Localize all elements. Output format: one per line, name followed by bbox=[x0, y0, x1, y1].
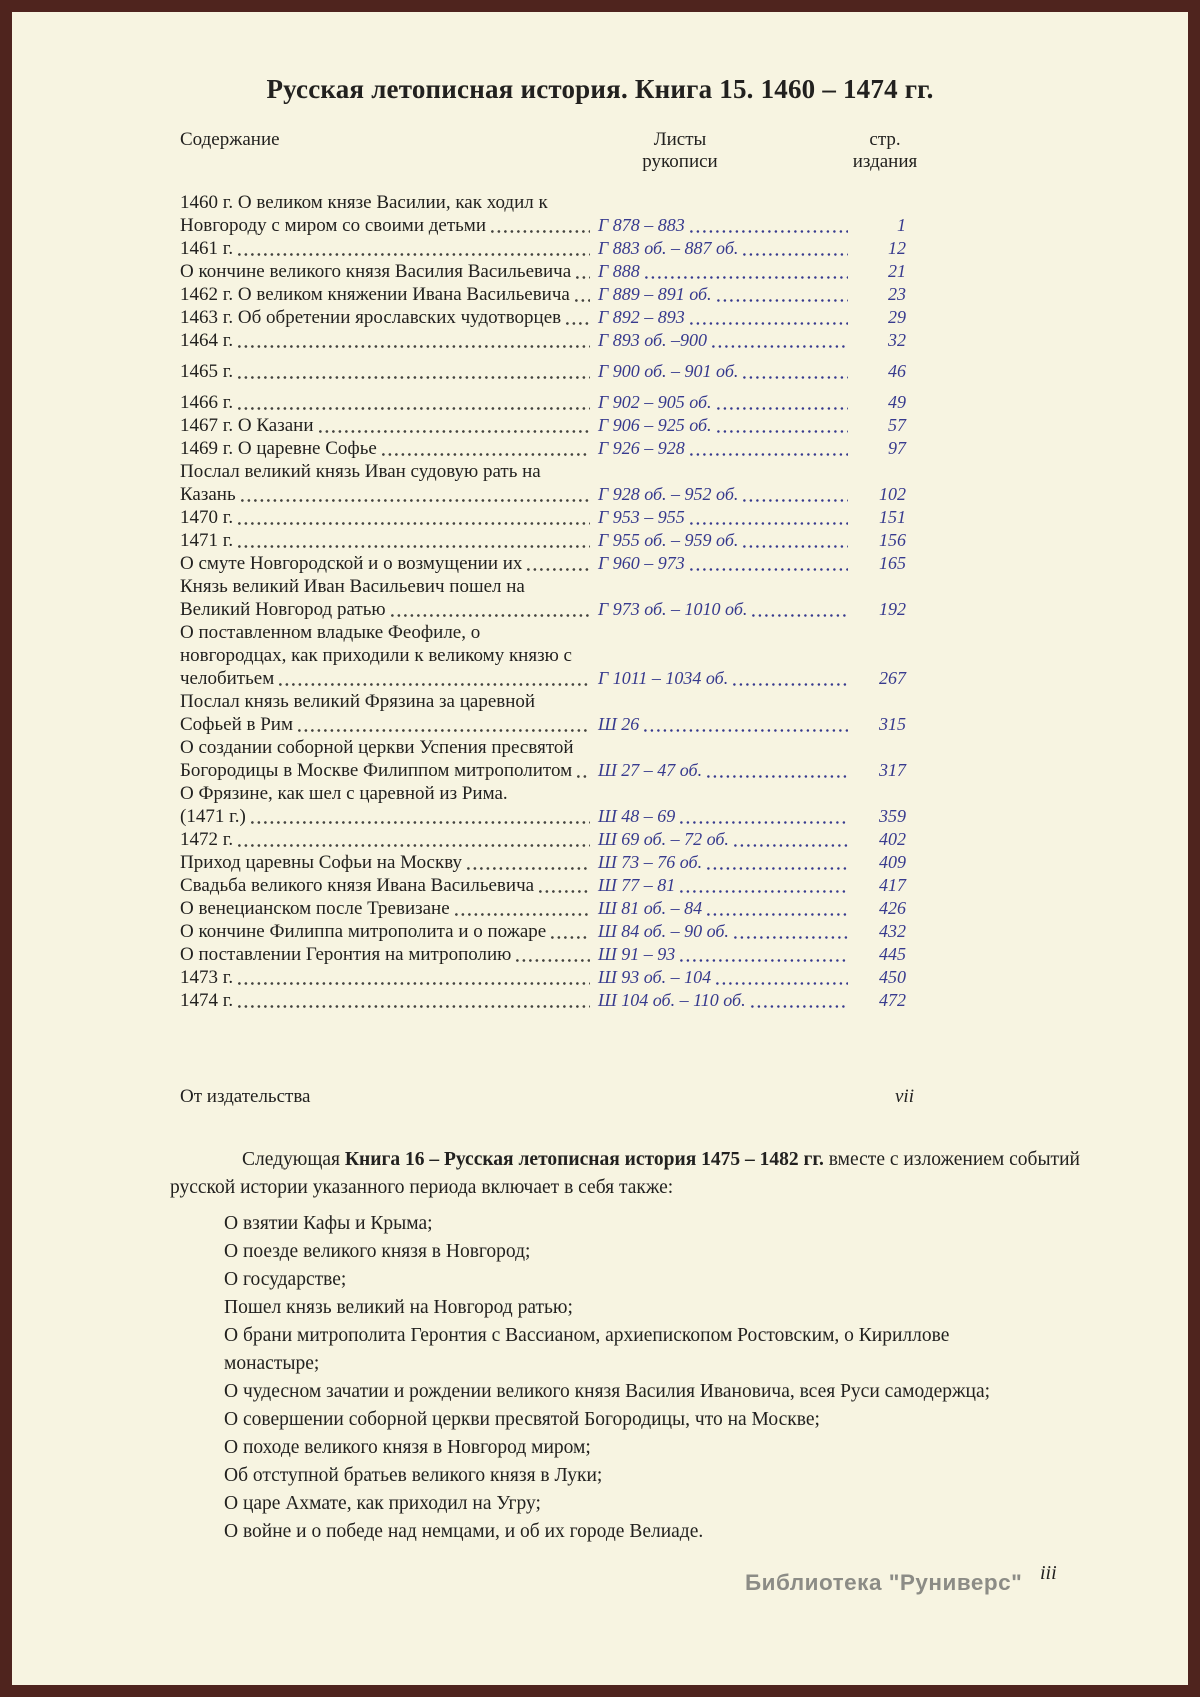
toc-entry-text: О смуте Новгородской и о возмущении их bbox=[180, 552, 590, 575]
toc-row bbox=[180, 920, 914, 943]
footer-library-watermark: Библиотека "Руниверс" bbox=[745, 1570, 1023, 1595]
toc-row bbox=[180, 874, 914, 897]
dot-leader bbox=[491, 230, 590, 233]
column-header-pages-line1: стр. bbox=[869, 129, 901, 150]
dot-leader bbox=[575, 299, 590, 302]
manuscript-leaf-range: Ш 77 – 81 bbox=[598, 874, 848, 897]
dot-leader bbox=[238, 545, 590, 548]
dot-leader bbox=[527, 568, 590, 571]
manuscript-leaf-range: Г 893 об. –900 bbox=[598, 329, 848, 352]
manuscript-leaf-range: Г 902 – 905 об. bbox=[598, 391, 848, 414]
column-header-leaves bbox=[600, 129, 760, 173]
manuscript-leaf-range: Ш 104 об. – 110 об. bbox=[598, 989, 848, 1012]
manuscript-leaf-range: Г 906 – 925 об. bbox=[598, 414, 848, 437]
next-book-intro: Следующая bbox=[242, 1149, 345, 1170]
next-book-paragraph bbox=[170, 1146, 1095, 1202]
dot-leader bbox=[752, 614, 848, 617]
manuscript-leaf-range: Г 953 – 955 bbox=[598, 506, 848, 529]
edition-page-number: 21 bbox=[888, 261, 906, 281]
manuscript-leaf-range: Г 883 об. – 887 об. bbox=[598, 237, 848, 260]
manuscript-leaf-range: Г 889 – 891 об. bbox=[598, 283, 848, 306]
list-item: Пошел князь великий на Новгород ратью; bbox=[224, 1297, 573, 1318]
dot-leader bbox=[382, 453, 590, 456]
toc-row bbox=[180, 989, 914, 1012]
edition-page-number: 426 bbox=[879, 898, 906, 918]
edition-page-number: 151 bbox=[879, 507, 906, 527]
dot-leader bbox=[455, 913, 590, 916]
toc-row bbox=[180, 391, 914, 414]
toc-entry-text: Князь великий Иван Васильевич пошел на Великий Новгород ратью bbox=[180, 575, 590, 621]
toc-row bbox=[180, 191, 914, 237]
toc-entry-text: 1469 г. О царевне Софье bbox=[180, 437, 590, 460]
toc-row bbox=[180, 506, 914, 529]
toc-row bbox=[180, 437, 914, 460]
dot-leader bbox=[717, 430, 848, 433]
list-item: О брани митрополита Геронтия с Вассианом, архиепископом Ростовским, о Кириллове монастыре; bbox=[224, 1325, 950, 1374]
dot-leader bbox=[751, 1005, 848, 1008]
dot-leader bbox=[238, 345, 590, 348]
toc-entry-text: Приход царевны Софьи на Москву bbox=[180, 851, 590, 874]
dot-leader bbox=[238, 376, 590, 379]
toc-entry-text: О поставлении Геронтия на митрополию bbox=[180, 943, 590, 966]
dot-leader bbox=[734, 936, 848, 939]
manuscript-leaf-range: Ш 26 bbox=[598, 713, 848, 736]
dot-leader bbox=[539, 890, 590, 893]
list-item: О чудесном зачатии и рождении великого князя Василия Ивановича, всея Руси самодержца; bbox=[224, 1381, 991, 1402]
toc-row bbox=[180, 460, 914, 506]
dot-leader bbox=[241, 499, 590, 502]
toc-entry-text: О поставленном владыке Феофиле, о новгородцах, как приходили к великому князю с челобитьем bbox=[180, 621, 590, 690]
dot-leader bbox=[743, 545, 848, 548]
dot-leader bbox=[734, 844, 848, 847]
toc-entry-text: 1466 г. bbox=[180, 391, 590, 414]
dot-leader bbox=[238, 407, 590, 410]
dot-leader bbox=[690, 568, 848, 571]
toc-header bbox=[12, 129, 1188, 179]
toc-entry-text: О создании соборной церкви Успения пресвятой Богородицы в Москве Филиппом митрополитом bbox=[180, 736, 590, 782]
dot-leader bbox=[391, 614, 590, 617]
dot-leader bbox=[645, 276, 848, 279]
dot-leader bbox=[680, 959, 848, 962]
dot-leader bbox=[680, 821, 848, 824]
dot-leader bbox=[516, 959, 590, 962]
manuscript-leaf-range: Г 1011 – 1034 об. bbox=[598, 667, 848, 690]
dot-leader bbox=[743, 253, 848, 256]
toc-entry-text: Послал князь великий Фрязина за царевной Софьей в Рим bbox=[180, 690, 590, 736]
list-item: О совершении соборной церкви пресвятой Богородицы, что на Москве; bbox=[224, 1409, 820, 1430]
edition-page-number: 409 bbox=[879, 852, 906, 872]
next-book-rest: вместе с изложением событий русской истории указанного периода включает в себя также: bbox=[170, 1149, 1080, 1198]
edition-page-number: 57 bbox=[888, 415, 906, 435]
manuscript-leaf-range: Г 955 об. – 959 об. bbox=[598, 529, 848, 552]
toc-row bbox=[180, 943, 914, 966]
toc-row bbox=[180, 529, 914, 552]
manuscript-leaf-range: Г 960 – 973 bbox=[598, 552, 848, 575]
toc-entry-text: О Фрязине, как шел с царевной из Рима. (1471 г.) bbox=[180, 782, 590, 828]
edition-page-number: 432 bbox=[879, 921, 906, 941]
toc-entry-text: О кончине великого князя Василия Васильевича bbox=[180, 260, 590, 283]
dot-leader bbox=[238, 982, 590, 985]
manuscript-leaf-range: Ш 69 об. – 72 об. bbox=[598, 828, 848, 851]
toc-row bbox=[180, 851, 914, 874]
toc-row bbox=[180, 329, 914, 352]
column-header-leaves-line2: рукописи bbox=[642, 151, 718, 172]
next-book-bold-title: Книга 16 – Русская летописная история 1475 – 1482 гг. bbox=[344, 1149, 824, 1170]
toc-row bbox=[180, 782, 914, 828]
toc-row bbox=[180, 736, 914, 782]
dot-leader bbox=[743, 376, 848, 379]
column-header-content: Содержание bbox=[180, 129, 280, 150]
manuscript-leaf-range: Ш 93 об. – 104 bbox=[598, 966, 848, 989]
toc-row bbox=[180, 260, 914, 283]
list-item: О взятии Кафы и Крыма; bbox=[224, 1213, 433, 1234]
toc-row bbox=[180, 360, 914, 383]
edition-page-number: 1 bbox=[897, 215, 906, 235]
toc-row bbox=[180, 828, 914, 851]
toc-list bbox=[180, 191, 914, 1012]
edition-page-number: 192 bbox=[879, 599, 906, 619]
toc-entry-text: 1471 г. bbox=[180, 529, 590, 552]
toc-row bbox=[180, 414, 914, 437]
dot-leader bbox=[717, 299, 848, 302]
edition-page-number: 450 bbox=[879, 967, 906, 987]
dot-leader bbox=[238, 844, 590, 847]
dot-leader bbox=[298, 729, 590, 732]
manuscript-leaf-range: Г 973 об. – 1010 об. bbox=[598, 598, 848, 621]
edition-page-number: 23 bbox=[888, 284, 906, 304]
column-header-pages-line2: издания bbox=[852, 151, 918, 172]
edition-page-number: 472 bbox=[879, 990, 906, 1010]
toc-row bbox=[180, 575, 914, 621]
dot-leader bbox=[690, 522, 848, 525]
list-item: О царе Ахмате, как приходил на Угру; bbox=[224, 1493, 541, 1514]
edition-page-number: 317 bbox=[879, 760, 906, 780]
dot-leader bbox=[707, 913, 848, 916]
footer-page-number: iii bbox=[1040, 1562, 1057, 1584]
edition-page-number: 445 bbox=[879, 944, 906, 964]
toc-row bbox=[180, 966, 914, 989]
dot-leader bbox=[577, 775, 590, 778]
dot-leader bbox=[743, 499, 848, 502]
dot-leader bbox=[690, 453, 848, 456]
toc-entry-text: 1463 г. Об обретении ярославских чудотворцев bbox=[180, 306, 590, 329]
dot-leader bbox=[680, 890, 848, 893]
edition-page-number: 156 bbox=[879, 530, 906, 550]
page-title: Русская летописная история. Книга 15. 1460 – 1474 гг. bbox=[266, 74, 934, 104]
toc-entry-text: 1460 г. О великом князе Василии, как ходил к Новгороду с миром со своими детьми bbox=[180, 191, 590, 237]
dot-leader bbox=[576, 276, 590, 279]
edition-page-number: 12 bbox=[888, 238, 906, 258]
manuscript-leaf-range: Ш 81 об. – 84 bbox=[598, 897, 848, 920]
list-item: О войне и о победе над немцами, и об их городе Велиаде. bbox=[224, 1521, 704, 1542]
toc-entry-text: 1470 г. bbox=[180, 506, 590, 529]
manuscript-leaf-range: Г 928 об. – 952 об. bbox=[598, 483, 848, 506]
manuscript-leaf-range: Г 878 – 883 bbox=[598, 214, 848, 237]
publisher-page-number: vii bbox=[895, 1086, 914, 1107]
toc-entry-text: О кончине Филиппа митрополита и о пожаре bbox=[180, 920, 590, 943]
toc-entry-text: Свадьба великого князя Ивана Васильевича bbox=[180, 874, 590, 897]
dot-leader bbox=[251, 821, 590, 824]
dot-leader bbox=[238, 522, 590, 525]
dot-leader bbox=[551, 936, 590, 939]
manuscript-leaf-range: Г 926 – 928 bbox=[598, 437, 848, 460]
toc-row bbox=[180, 552, 914, 575]
publisher-label: От издательства bbox=[180, 1086, 311, 1107]
dot-leader bbox=[707, 775, 848, 778]
toc-entry-text: Послал великий князь Иван судовую рать на Казань bbox=[180, 460, 590, 506]
edition-page-number: 417 bbox=[879, 875, 906, 895]
manuscript-leaf-range: Ш 48 – 69 bbox=[598, 805, 848, 828]
toc-entry-text: 1467 г. О Казани bbox=[180, 414, 590, 437]
dot-leader bbox=[238, 253, 590, 256]
toc-row bbox=[180, 306, 914, 329]
dot-leader bbox=[716, 982, 848, 985]
toc-entry-text: 1473 г. bbox=[180, 966, 590, 989]
list-item: О государстве; bbox=[224, 1269, 347, 1290]
next-book-section bbox=[170, 1146, 1120, 1546]
toc-row bbox=[180, 237, 914, 260]
toc-entry-text: 1464 г. bbox=[180, 329, 590, 352]
edition-page-number: 267 bbox=[879, 668, 906, 688]
dot-leader bbox=[644, 729, 848, 732]
column-header-leaves-line1: Листы bbox=[653, 129, 707, 150]
manuscript-leaf-range: Ш 73 – 76 об. bbox=[598, 851, 848, 874]
dot-leader bbox=[690, 322, 848, 325]
edition-page-number: 49 bbox=[888, 392, 906, 412]
toc-row bbox=[180, 897, 914, 920]
toc-row bbox=[180, 690, 914, 736]
manuscript-leaf-range: Ш 27 – 47 об. bbox=[598, 759, 848, 782]
edition-page-number: 102 bbox=[879, 484, 906, 504]
toc-entry-text: 1462 г. О великом княжении Ивана Васильевича bbox=[180, 283, 590, 306]
list-item: О поезде великого князя в Новгород; bbox=[224, 1241, 531, 1262]
toc-entry-text: О венецианском после Тревизане bbox=[180, 897, 590, 920]
list-item: О походе великого князя в Новгород миром; bbox=[224, 1437, 591, 1458]
toc-entry-text: 1472 г. bbox=[180, 828, 590, 851]
toc-entry-text: 1461 г. bbox=[180, 237, 590, 260]
edition-page-number: 32 bbox=[888, 330, 906, 350]
manuscript-leaf-range: Ш 91 – 93 bbox=[598, 943, 848, 966]
dot-leader bbox=[690, 230, 848, 233]
edition-page-number: 359 bbox=[879, 806, 906, 826]
toc-row bbox=[180, 283, 914, 306]
dot-leader bbox=[467, 867, 590, 870]
edition-page-number: 97 bbox=[888, 438, 906, 458]
dot-leader bbox=[319, 430, 590, 433]
edition-page-number: 46 bbox=[888, 361, 906, 381]
toc-row bbox=[180, 621, 914, 690]
column-header-pages bbox=[830, 129, 940, 173]
toc-entry-text: 1474 г. bbox=[180, 989, 590, 1012]
dot-leader bbox=[566, 322, 590, 325]
dot-leader bbox=[279, 683, 590, 686]
manuscript-leaf-range: Г 892 – 893 bbox=[598, 306, 848, 329]
book-page bbox=[12, 12, 1188, 1685]
toc-entry-text: 1465 г. bbox=[180, 360, 590, 383]
list-item: Об отступной братьев великого князя в Луки; bbox=[224, 1465, 603, 1486]
dot-leader bbox=[712, 345, 848, 348]
manuscript-leaf-range: Г 900 об. – 901 об. bbox=[598, 360, 848, 383]
manuscript-leaf-range: Г 888 bbox=[598, 260, 848, 283]
edition-page-number: 315 bbox=[879, 714, 906, 734]
manuscript-leaf-range: Ш 84 об. – 90 об. bbox=[598, 920, 848, 943]
dot-leader bbox=[238, 1005, 590, 1008]
dot-leader bbox=[733, 683, 848, 686]
edition-page-number: 165 bbox=[879, 553, 906, 573]
also-includes-list bbox=[224, 1210, 1120, 1546]
dot-leader bbox=[717, 407, 848, 410]
edition-page-number: 29 bbox=[888, 307, 906, 327]
publisher-row bbox=[180, 1086, 914, 1108]
dot-leader bbox=[707, 867, 848, 870]
edition-page-number: 402 bbox=[879, 829, 906, 849]
